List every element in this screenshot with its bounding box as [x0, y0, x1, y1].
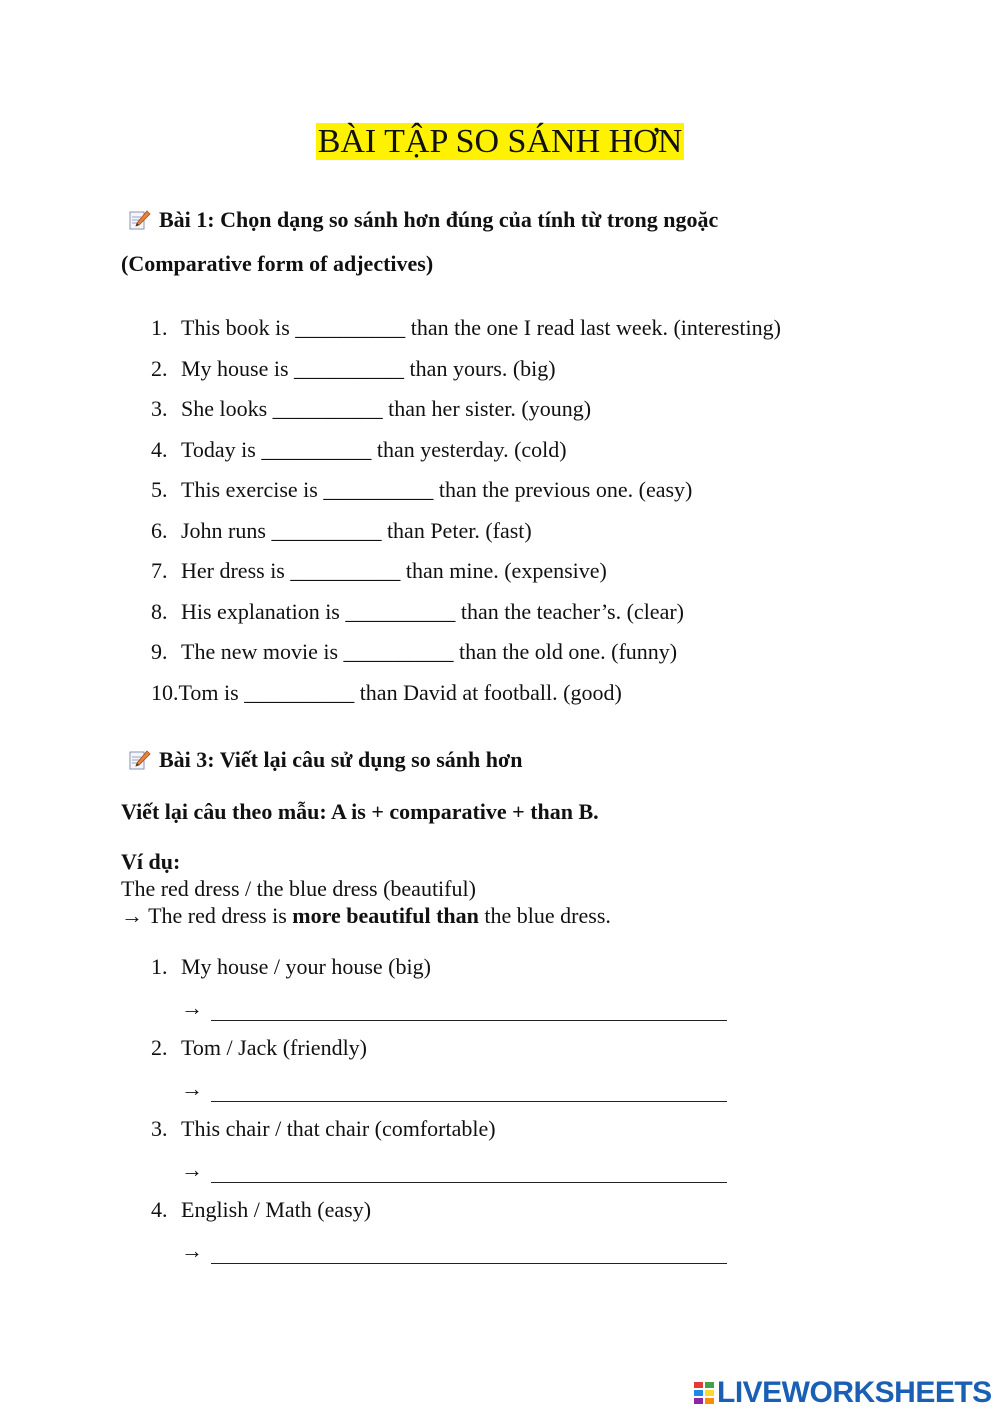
- list-item: 8. His explanation is __________ than the teacher’s. (clear): [151, 599, 684, 624]
- answer-blank[interactable]: [211, 1160, 727, 1183]
- list-item: 3. She looks __________ than her sister. (young): [151, 396, 592, 421]
- page-title: [0, 122, 1000, 162]
- list-item: 4. Today is __________ than yesterday. (cold): [151, 437, 567, 462]
- answer-line[interactable]: →: [181, 1076, 727, 1102]
- pencil-memo-icon: [127, 208, 151, 232]
- list-item: 1. This book is __________ than the one I read last week. (interesting): [151, 315, 781, 340]
- list-item: 2. Tom / Jack (friendly): [151, 1035, 368, 1060]
- list-item: 2. My house is __________ than yours. (big): [151, 356, 556, 381]
- section-3-instruction: Viết lại câu theo mẫu: A is + comparative + than B.: [121, 799, 599, 824]
- answer-line[interactable]: →: [181, 1238, 727, 1264]
- page-title-text: BÀI TẬP SO SÁNH HƠN: [317, 123, 683, 160]
- list-item: 9. The new movie is __________ than the old one. (funny): [151, 639, 678, 664]
- example-prompt: The red dress / the blue dress (beautiful): [121, 876, 476, 901]
- example-label: Ví dụ:: [121, 849, 181, 874]
- list-item: 4. English / Math (easy): [151, 1197, 372, 1222]
- section-1-heading: [127, 207, 718, 233]
- answer-blank[interactable]: [211, 998, 727, 1021]
- answer-line[interactable]: →: [181, 1157, 727, 1183]
- section-3-heading: [127, 747, 522, 773]
- answer-blank[interactable]: [211, 1079, 727, 1102]
- answer-line[interactable]: →: [181, 995, 727, 1021]
- liveworksheets-logo-icon: [693, 1381, 715, 1405]
- list-item: 1. My house / your house (big): [151, 954, 431, 979]
- brand-text: LIVEWORKSHEETS: [717, 1376, 992, 1409]
- list-item: 5. This exercise is __________ than the previous one. (easy): [151, 477, 693, 502]
- section-1-subheading: (Comparative form of adjectives): [121, 251, 434, 276]
- list-item: 7. Her dress is __________ than mine. (expensive): [151, 558, 607, 583]
- section-3-heading-text: Bài 3: Viết lại câu sử dụng so sánh hơn: [159, 747, 523, 772]
- list-item: 10.Tom is __________ than David at football. (good): [151, 680, 622, 705]
- list-item: 3. This chair / that chair (comfortable): [151, 1116, 496, 1141]
- pencil-memo-icon: [127, 748, 151, 772]
- liveworksheets-brand: [693, 1376, 992, 1410]
- example-answer: → The red dress is more beautiful than the blue dress.: [121, 903, 611, 928]
- answer-blank[interactable]: [211, 1241, 727, 1264]
- section-1-heading-text: Bài 1: Chọn dạng so sánh hơn đúng của tính từ trong ngoặc: [159, 207, 719, 232]
- list-item: 6. John runs __________ than Peter. (fast): [151, 518, 532, 543]
